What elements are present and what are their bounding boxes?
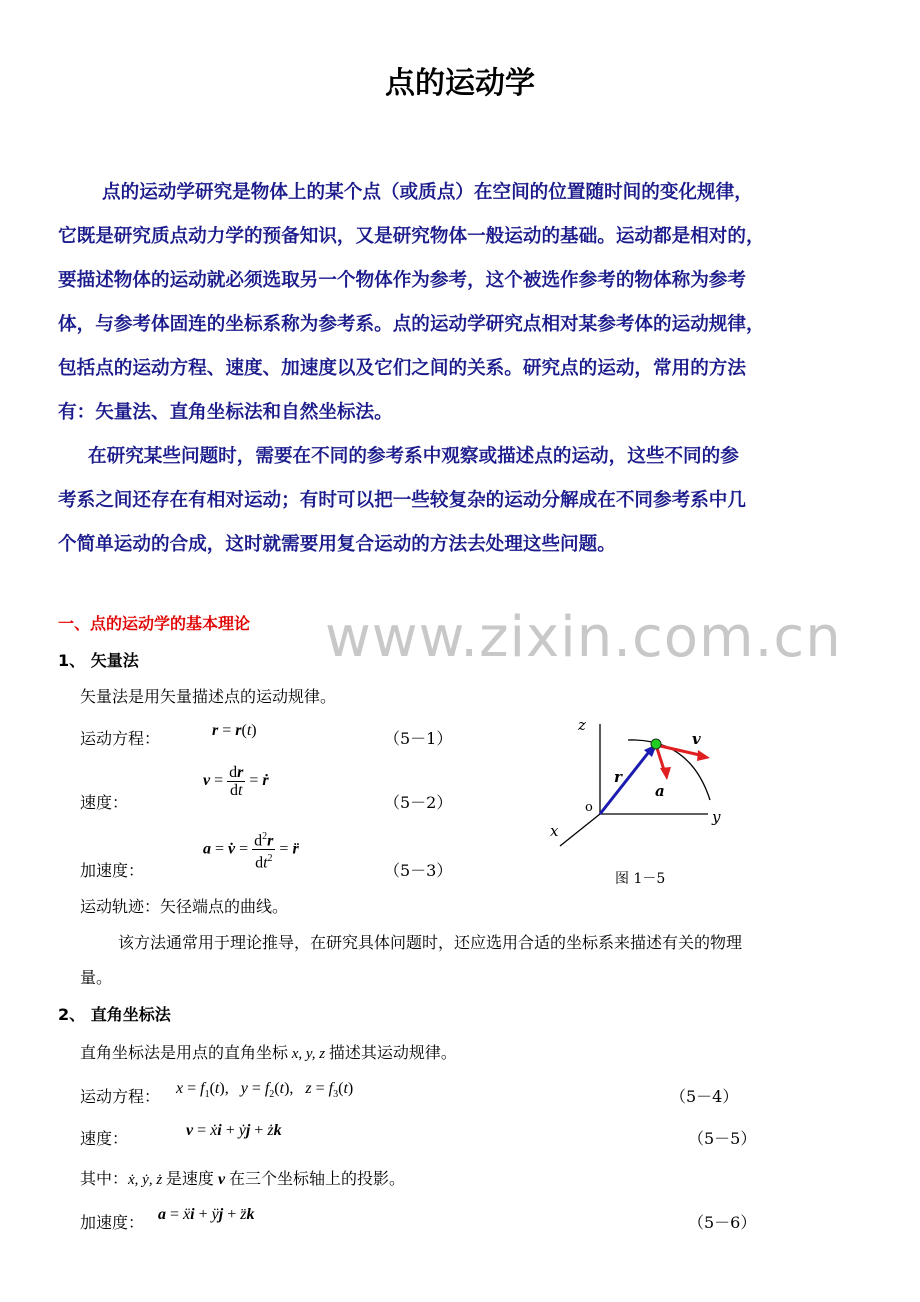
eq1-formula: r = r(t) — [212, 722, 257, 739]
intro-line-2: 它既是研究质点动力学的预备知识，又是研究物体一般运动的基础。运动都是相对的， — [58, 226, 765, 247]
axis-y-label: y — [712, 808, 721, 826]
watermark: www.zixin.com.cn — [325, 605, 842, 670]
intro-line-3: 要描述物体的运动就必须选取另一个物体作为参考，这个被选作参考的物体称为参考 — [58, 270, 746, 291]
origin-label: o — [585, 800, 593, 815]
eq6-number: （5－6） — [688, 1213, 757, 1232]
eq2-number: （5－2） — [384, 793, 453, 812]
intro-line-8: 考系之间还存在有相对运动；有时可以把一些较复杂的运动分解成在不同参考系中几 — [58, 490, 746, 511]
eq5-number: （5－5） — [688, 1129, 757, 1148]
cartesian-desc: 直角坐标法是用点的直角坐标 x, y, z 描述其运动规律。 — [80, 1043, 457, 1062]
axis-x-label: x — [550, 822, 559, 840]
eq3-number: （5－3） — [384, 861, 453, 880]
intro-line-1: 点的运动学研究是物体上的某个点（或质点）在空间的位置随时间的变化规律， — [102, 182, 753, 203]
x-axis — [560, 814, 600, 846]
eq4-label: 运动方程： — [80, 1087, 161, 1106]
eq3-formula: a = v̇ = $\frac{d^2r}{dt^2}$ = r̈ — [203, 828, 299, 872]
section-heading: 一、点的运动学的基本理论 — [58, 614, 251, 633]
a-label: a — [655, 782, 665, 800]
v-arrowhead — [697, 750, 710, 761]
vector-method-heading: 1、 矢量法 — [58, 651, 139, 670]
eq2-formula: v = $\frac{dr}{dt}$ = ṙ — [203, 764, 269, 799]
intro-line-7: 在研究某些问题时，需要在不同的参考系中观察或描述点的运动，这些不同的参 — [88, 446, 739, 467]
trajectory-text: 运动轨迹：矢径端点的曲线。 — [80, 897, 289, 916]
eq5-label: 速度： — [80, 1129, 129, 1148]
r-label: r — [614, 768, 622, 786]
intro-line-6: 有：矢量法、直角坐标法和自然坐标法。 — [58, 402, 393, 423]
eq4-formula: $x = f_1(t)$, $y = f_2(t)$, $z = f_3(t)$ — [176, 1080, 354, 1101]
a-arrowhead — [660, 767, 671, 780]
page-title: 点的运动学 — [385, 66, 535, 101]
intro-line-9: 个简单运动的合成，这时就需要用复合运动的方法去处理这些问题。 — [58, 534, 616, 555]
motion-diagram — [540, 710, 740, 860]
intro-line-4: 体，与参考体固连的坐标系称为参考系。点的运动学研究点相对某参考体的运动规律， — [58, 314, 765, 335]
figure-caption: 图 1－5 — [615, 871, 666, 887]
vector-method-desc: 矢量法是用矢量描述点的运动规律。 — [80, 687, 337, 706]
eq6-formula: a = ẍi + ÿj + z̈k — [158, 1206, 255, 1223]
projection-text: 其中：ẋ, ẏ, ż 是速度 v 在三个坐标轴上的投影。 — [80, 1169, 406, 1188]
eq5-formula: v = ẋi + ẏj + żk — [186, 1122, 282, 1139]
v-label: v — [692, 730, 701, 748]
cartesian-method-heading: 2、 直角坐标法 — [58, 1005, 171, 1024]
axis-z-label: z — [578, 716, 586, 734]
note-line-1: 该方法通常用于理论推导，在研究具体问题时，还应选用合适的坐标系来描述有关的物理 — [118, 933, 743, 952]
intro-line-5: 包括点的运动方程、速度、加速度以及它们之间的关系。研究点的运动，常用的方法 — [58, 358, 746, 379]
eq1-number: （5－1） — [384, 729, 453, 748]
projection-post: 在三个坐标轴上的投影。 — [229, 1169, 406, 1188]
cartesian-desc-post: 描述其运动规律。 — [328, 1043, 457, 1062]
eq1-label: 运动方程： — [80, 729, 161, 748]
cartesian-desc-pre: 直角坐标法是用点的直角坐标 — [80, 1043, 289, 1062]
eq4-number: （5－4） — [670, 1087, 739, 1106]
eq2-label: 速度： — [80, 793, 129, 812]
projection-mid: 是速度 — [165, 1169, 214, 1188]
r-vector — [600, 748, 652, 814]
projection-pre: 其中： — [80, 1169, 129, 1188]
moving-point — [651, 739, 661, 749]
eq6-label: 加速度： — [80, 1213, 145, 1232]
note-line-2: 量。 — [80, 968, 113, 987]
eq3-label: 加速度： — [80, 861, 145, 880]
